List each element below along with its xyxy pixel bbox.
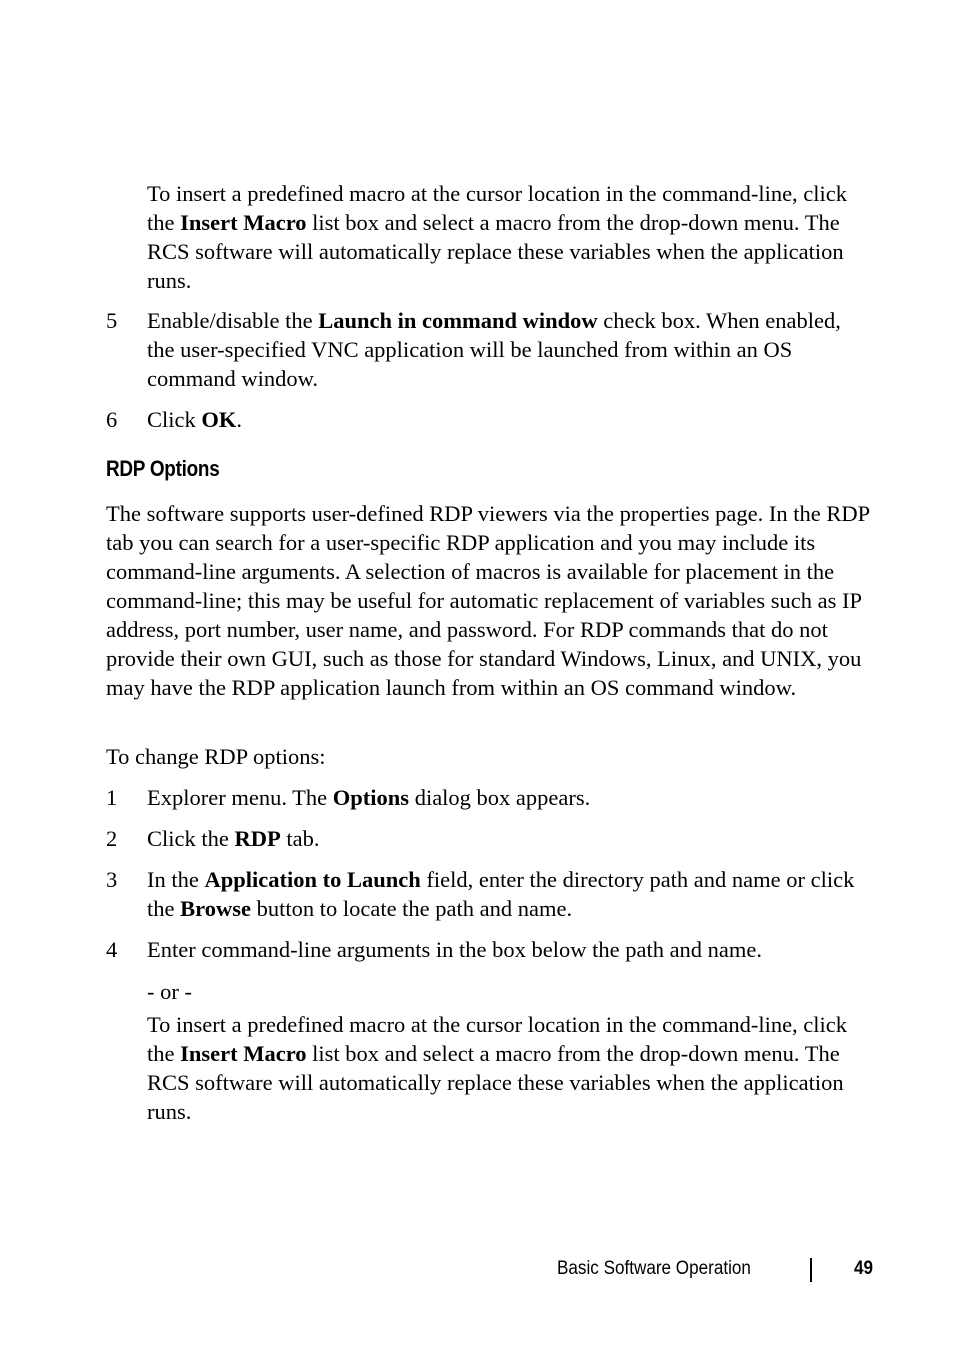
text-span: Enable/disable the bbox=[147, 308, 319, 333]
text-span: tab. bbox=[280, 826, 320, 851]
step-number: 1 bbox=[106, 785, 118, 810]
footer-page-number: 49 bbox=[854, 1258, 874, 1279]
text-span: . bbox=[236, 407, 243, 432]
paragraph-change-intro: To change RDP options: bbox=[106, 744, 326, 769]
bold-term-ok: OK bbox=[201, 407, 237, 432]
step-number: 5 bbox=[106, 308, 118, 333]
bold-term-insert-macro: Insert Macro bbox=[180, 1041, 307, 1066]
step-body bbox=[147, 405, 872, 434]
step-body bbox=[147, 865, 872, 923]
step-number: 2 bbox=[106, 826, 118, 851]
footer-section-title: Basic Software Operation bbox=[557, 1258, 751, 1279]
text-span: To insert a predefined macro at the cursor location in the command-line, click the bbox=[147, 1012, 848, 1066]
paragraph-insert-macro-top bbox=[147, 179, 872, 295]
text-span: Click bbox=[147, 407, 202, 432]
bold-term-application-to-launch: Application to Launch bbox=[204, 867, 421, 892]
text-span: Click the bbox=[147, 826, 235, 851]
step-body bbox=[147, 306, 872, 393]
step-body bbox=[147, 824, 872, 853]
bold-term-options: Options bbox=[332, 785, 410, 810]
text-span: button to locate the path and name. bbox=[250, 896, 573, 921]
step-number: 6 bbox=[106, 407, 118, 432]
bold-term-browse: Browse bbox=[180, 896, 251, 921]
text-span: Explorer menu. The bbox=[147, 785, 333, 810]
or-separator: - or - bbox=[147, 979, 192, 1004]
footer-divider bbox=[810, 1258, 812, 1282]
text-span: check box. When enabled, the user-specified VNC application will be launched from within an OS command window. bbox=[147, 308, 841, 391]
paragraph-intro: The software supports user-defined RDP viewers via the properties page. In the RDP tab you can search for a user-specific RDP application and you may include its command-line arguments. A selection of macros is available for placement in the command-line; this may be useful for automatic replacement of variables such as IP address, port number, user name, and password. For RDP commands that do not provide their own GUI, such as those for standard Windows, Linux, and UNIX, you may have the RDP application launch from within an OS command window. bbox=[106, 501, 870, 700]
text-span: In the bbox=[147, 867, 205, 892]
paragraph-insert-macro-bottom bbox=[147, 1010, 872, 1126]
text-span: dialog box appears. bbox=[409, 785, 591, 810]
text-span: field, enter the directory path and name or click the bbox=[147, 867, 855, 921]
bold-term-insert-macro: Insert Macro bbox=[180, 210, 307, 235]
section-heading: RDP Options bbox=[106, 456, 220, 481]
text-span: To insert a predefined macro at the cursor location in the command-line, click the bbox=[147, 181, 848, 235]
bold-term-rdp: RDP bbox=[234, 826, 281, 851]
step-body bbox=[147, 783, 872, 812]
step-number: 4 bbox=[106, 937, 118, 962]
step-body: Enter command-line arguments in the box below the path and name. bbox=[147, 937, 763, 962]
text-span: list box and select a macro from the drop-down menu. The RCS software will automatically replace these variables when the application runs. bbox=[147, 210, 844, 293]
text-span: list box and select a macro from the drop-down menu. The RCS software will automatically replace these variables when the application runs. bbox=[147, 1041, 844, 1124]
step-number: 3 bbox=[106, 867, 118, 892]
bold-term-launch-in-command-window: Launch in command window bbox=[318, 308, 598, 333]
